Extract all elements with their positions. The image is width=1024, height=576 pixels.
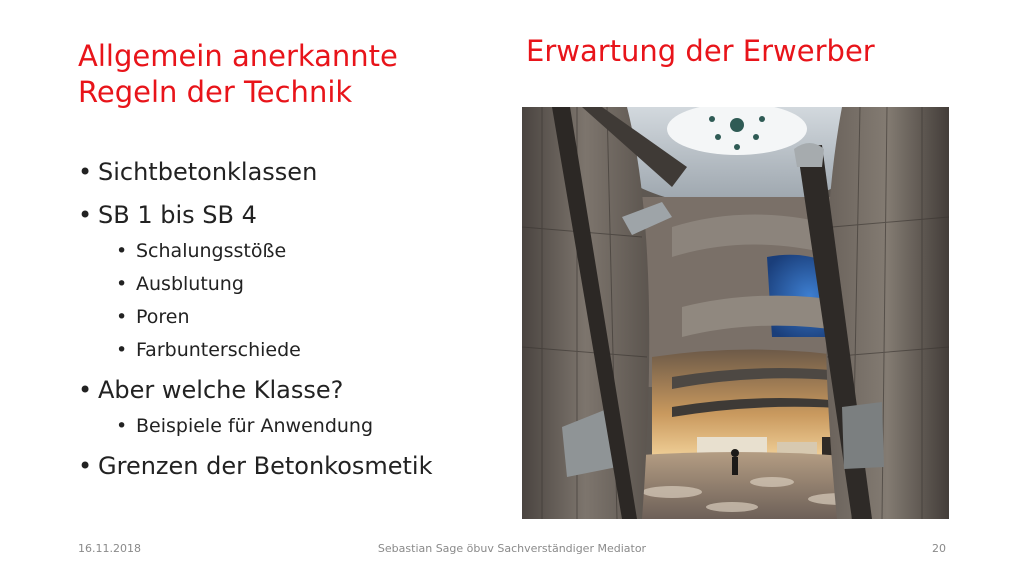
bullet-text: Grenzen der Betonkosmetik: [98, 452, 433, 480]
sub-bullet-item: [78, 304, 498, 331]
bullet-dot: •: [78, 376, 93, 404]
bullet-dot: •: [116, 240, 128, 262]
bullet-dot: •: [78, 201, 93, 229]
sub-bullet-text: Schalungsstöße: [136, 240, 287, 262]
sub-bullet-item: [78, 271, 498, 298]
sub-bullet-item: [78, 337, 498, 364]
bullet-item: [78, 373, 498, 407]
footer-date: 16.11.2018: [78, 542, 141, 555]
sub-bullet-text: Beispiele für Anwendung: [136, 415, 374, 437]
bullet-dot: •: [78, 158, 93, 186]
title-left-line-1: Allgemein anerkannte: [78, 39, 398, 73]
footer-page-number: 20: [932, 542, 946, 555]
bullet-dot: •: [78, 452, 93, 480]
footer-author: Sebastian Sage öbuv Sachverständiger Mediator: [377, 542, 647, 555]
bullet-text: Sichtbetonklassen: [98, 158, 318, 186]
bullet-dot: •: [116, 273, 128, 295]
slide-title-left: [78, 38, 438, 110]
bullet-item: [78, 155, 498, 189]
sub-bullet-text: Ausblutung: [136, 273, 244, 295]
sub-bullet-text: Poren: [136, 306, 190, 328]
bullet-item: [78, 198, 498, 232]
concrete-atrium-photo: [522, 107, 949, 519]
bullet-dot: •: [116, 339, 128, 361]
sub-bullet-item: [78, 413, 498, 440]
bullet-dot: •: [116, 415, 128, 437]
title-left-line-2: Regeln der Technik: [78, 75, 353, 109]
bullet-list: [78, 155, 498, 483]
slide-title-right: Erwartung der Erwerber: [526, 34, 875, 68]
bullet-dot: •: [116, 306, 128, 328]
bullet-text: Aber welche Klasse?: [98, 376, 344, 404]
sub-bullet-text: Farbunterschiede: [136, 339, 301, 361]
bullet-item: [78, 449, 498, 483]
sub-bullet-item: [78, 238, 498, 265]
bullet-text: SB 1 bis SB 4: [98, 201, 257, 229]
atrium-illustration: [522, 107, 949, 519]
